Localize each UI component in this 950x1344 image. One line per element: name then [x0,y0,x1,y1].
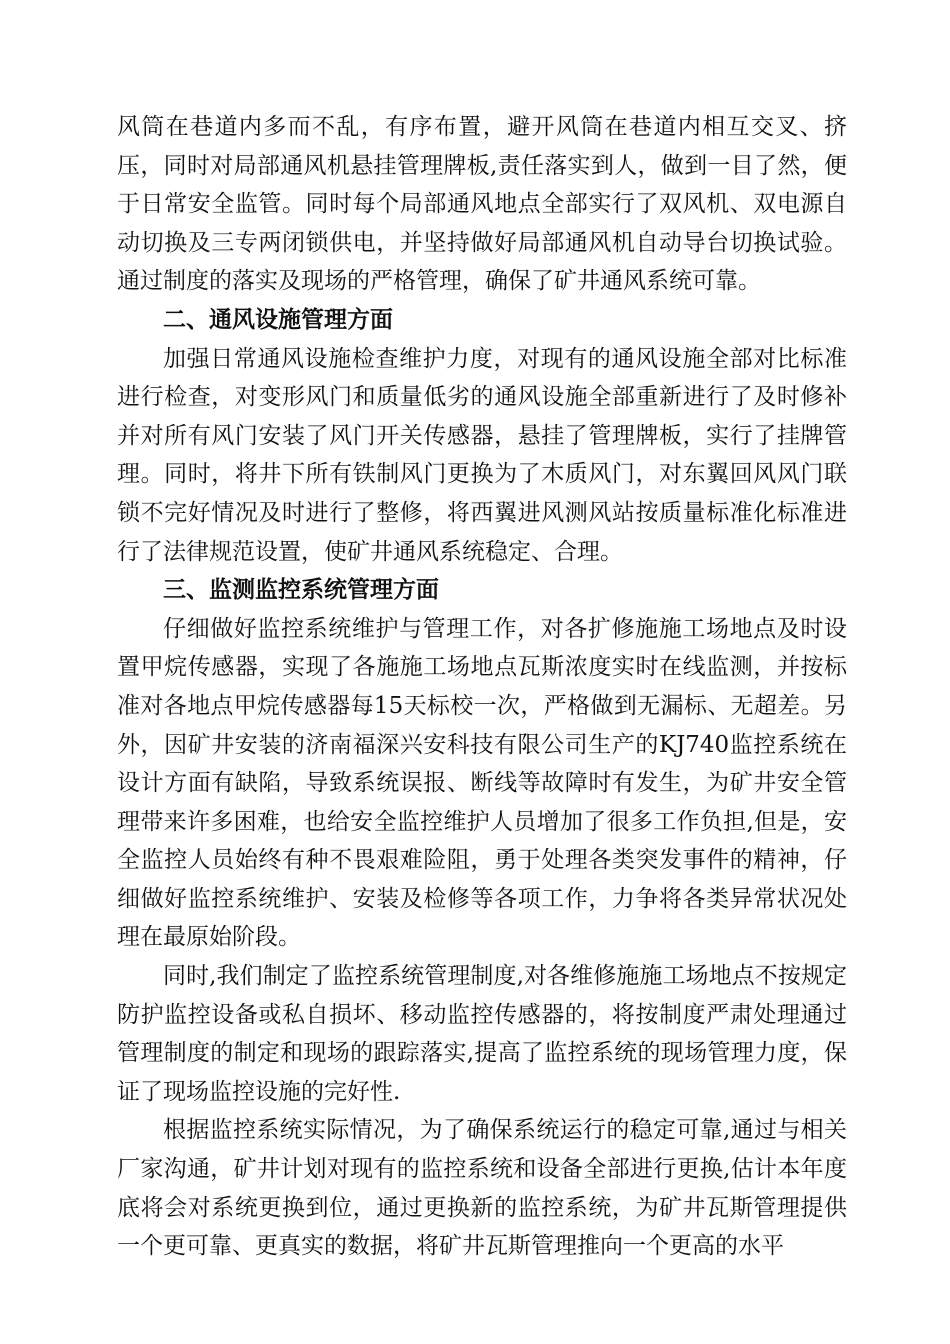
section-heading-ventilation-facilities: 二、通风设施管理方面 [163,306,393,333]
paragraph-monitoring-maintenance: 仔细做好监控系统维护与管理工作，对各扩修施施工场地点及时设置甲烷传感器，实现了各施施工场地点瓦斯浓度实时在线监测，并按标准对各地点甲烷传感器每15天标校一次，严格做到无漏标、无超差。另外，因矿井安装的济南福深兴安科技有限公司生产的KJ740监控系统在设计方面有缺陷，导致系统误报、断线等故障时有发生，为矿井安全管理带来许多困难，也给安全监控维护人员增加了很多工作负担,但是，安全监控人员始终有种不畏艰难险阻，勇于处理各类突发事件的精神，仔细做好监控系统维护、安装及检修等各项工作，力争将各类异常状况处理在最原始阶段。 [117,615,847,951]
paragraph-ventilation-facilities: 加强日常通风设施检查维护力度，对现有的通风设施全部对比标准进行检查，对变形风门和质量低劣的通风设施全部重新进行了及时修补并对所有风门安装了风门开关传感器，悬挂了管理牌板，实行了挂牌管理。同时，将井下所有铁制风门更换为了木质风门，对东翼回风风门联锁不完好情况及时进行了整修，将西翼进风测风站按质量标准化标准进行了法律规范设置，使矿井通风系统稳定、合理。 [117,345,847,565]
paragraph-ventilation-ducts: 风筒在巷道内多而不乱，有序布置，避开风筒在巷道内相互交叉、挤压，同时对局部通风机悬挂管理牌板,责任落实到人，做到一目了然，便于日常安全监管。同时每个局部通风地点全部实行了双风机、双电源自动切换及三专两闭锁供电，并坚持做好局部通风机自动导台切换试验。通过制度的落实及现场的严格管理，确保了矿井通风系统可靠。 [117,114,847,295]
paragraph-monitoring-rules: 同时,我们制定了监控系统管理制度,对各维修施施工场地点不按规定防护监控设备或私自损坏、移动监控传感器的，将按制度严肃处理通过管理制度的制定和现场的跟踪落实,提高了监控系统的现场管理力度，保证了现场监控设施的完好性. [117,963,847,1105]
section-heading-monitoring-system: 三、监测监控系统管理方面 [163,577,439,604]
document-body [117,108,847,1266]
paragraph-monitoring-upgrade: 根据监控系统实际情况，为了确保系统运行的稳定可靠,通过与相关厂家沟通，矿井计划对现有的监控系统和设备全部进行更换,估计本年度底将会对系统更换到位，通过更换新的监控系统，为矿井瓦斯管理提供一个更可靠、更真实的数据，将矿井瓦斯管理推向一个更高的水平 [117,1117,847,1260]
